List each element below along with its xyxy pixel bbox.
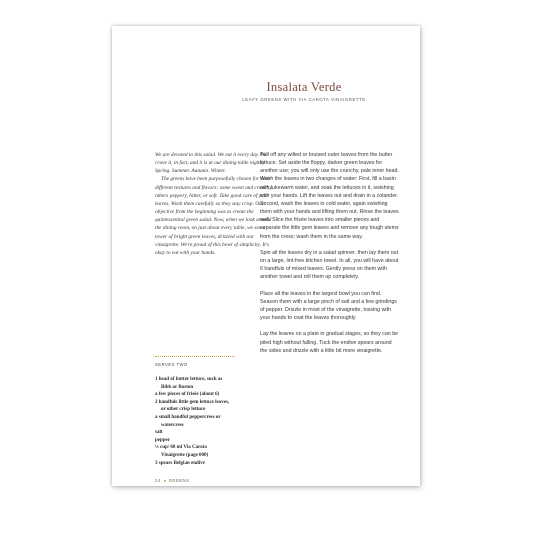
ingredient-line: or other crisp lettuce xyxy=(161,407,206,413)
headnote-paragraph: The greens have been purposefully chosen for their different textures and flavors: some sweet and crunchy, others peppery, bitter, or soft. Take good care of your leaves. Wash them carefully so they stay crisp. Our objective from the beginning was to create the quintessential green salad. Now, when we look around the dining room, on just about every table, we see a tower of bright green leaves, drizzled with our vinaigrette. We're proud of this bowl of simplicity. It's okay to eat with your hands. xyxy=(155,176,273,256)
method-step: Place all the leaves in the largest bowl you can find. Season them with a large pinch of salt and a few grindings of pepper. Drizzle in most of the vinaigrette, tossing with your hands to coat the leaves thoroughly. xyxy=(260,290,397,322)
ingredient-line: a few pieces of frisée (about 6) xyxy=(155,392,220,398)
headnote-paragraph: We are devoted to this salad. We eat it every day. We crave it, in fact, and it is at our dining table nightly. Spring. Summer. Autumn. Winter. xyxy=(155,152,267,175)
ingredient-line: pepper xyxy=(155,437,170,443)
method-step: Spin all the leaves dry in a salad spinner, then lay them out on a large, lint-free kitchen towel. In all, you will have about 6 handfuls of mixed leaves. Gently press on them with another towel and roll them up completely. xyxy=(260,249,399,281)
recipe-header xyxy=(188,80,420,102)
ingredient-list xyxy=(155,376,255,467)
ingredient-line: salt xyxy=(155,430,163,436)
ingredient-line: 2 handfuls little gem lettuce leaves, xyxy=(155,399,230,405)
recipe-title: Insalata Verde xyxy=(266,80,342,94)
ingredient-line: 1 head of butter lettuce, such as xyxy=(155,377,223,382)
ingredient-line: ¼ cup/ 60 ml Via Carota xyxy=(155,445,207,451)
method-text xyxy=(260,151,399,363)
method-step: Lay the leaves on a plate in gradual stages, so they can be piled high without falling. Tuck the endive spears around the sides and drizzle with a little bit more vinaigrette. xyxy=(260,331,399,354)
book-page xyxy=(112,26,420,486)
recipe-subtitle: LEAFY GREENS WITH VIA CAROTA VINAIGRETTE xyxy=(242,97,366,102)
ingredient-line: Bibb or Boston xyxy=(161,384,194,390)
ingredients-divider xyxy=(155,356,235,357)
ingredient-line: watercress xyxy=(161,422,184,428)
ingredient-line: a small handful peppercress or xyxy=(155,414,221,420)
method-step: Pull off any wilted or bruised outer leaves from the butter lettuce. Set aside the floppy, darker green leaves for another use; you will only use the crunchy, pale inner head. Wash the leaves in two changes of water: First, fill a basin with lukewarm water, and soak the lettuces in it, swishing with your hands. Lift the leaves out and drain in a colander. Second, wash the leaves in cold water, again swishing them with your hands and lifting them out. Rinse the leaves well. Slice the frisée leaves into smaller pieces and separate the little gem leaves and remove any tough stems from the cress; wash them in the same way. xyxy=(260,152,399,240)
ingredient-line: 3 spears Belgian endive xyxy=(155,460,205,466)
page-number: 24 xyxy=(155,478,161,483)
section-name: GREENS xyxy=(168,478,190,483)
separator-dot xyxy=(164,480,166,482)
page-footer xyxy=(155,478,189,483)
ingredient-line: Vinaigrette (page 000) xyxy=(161,452,209,458)
serves-label: SERVES TWO xyxy=(155,362,188,367)
